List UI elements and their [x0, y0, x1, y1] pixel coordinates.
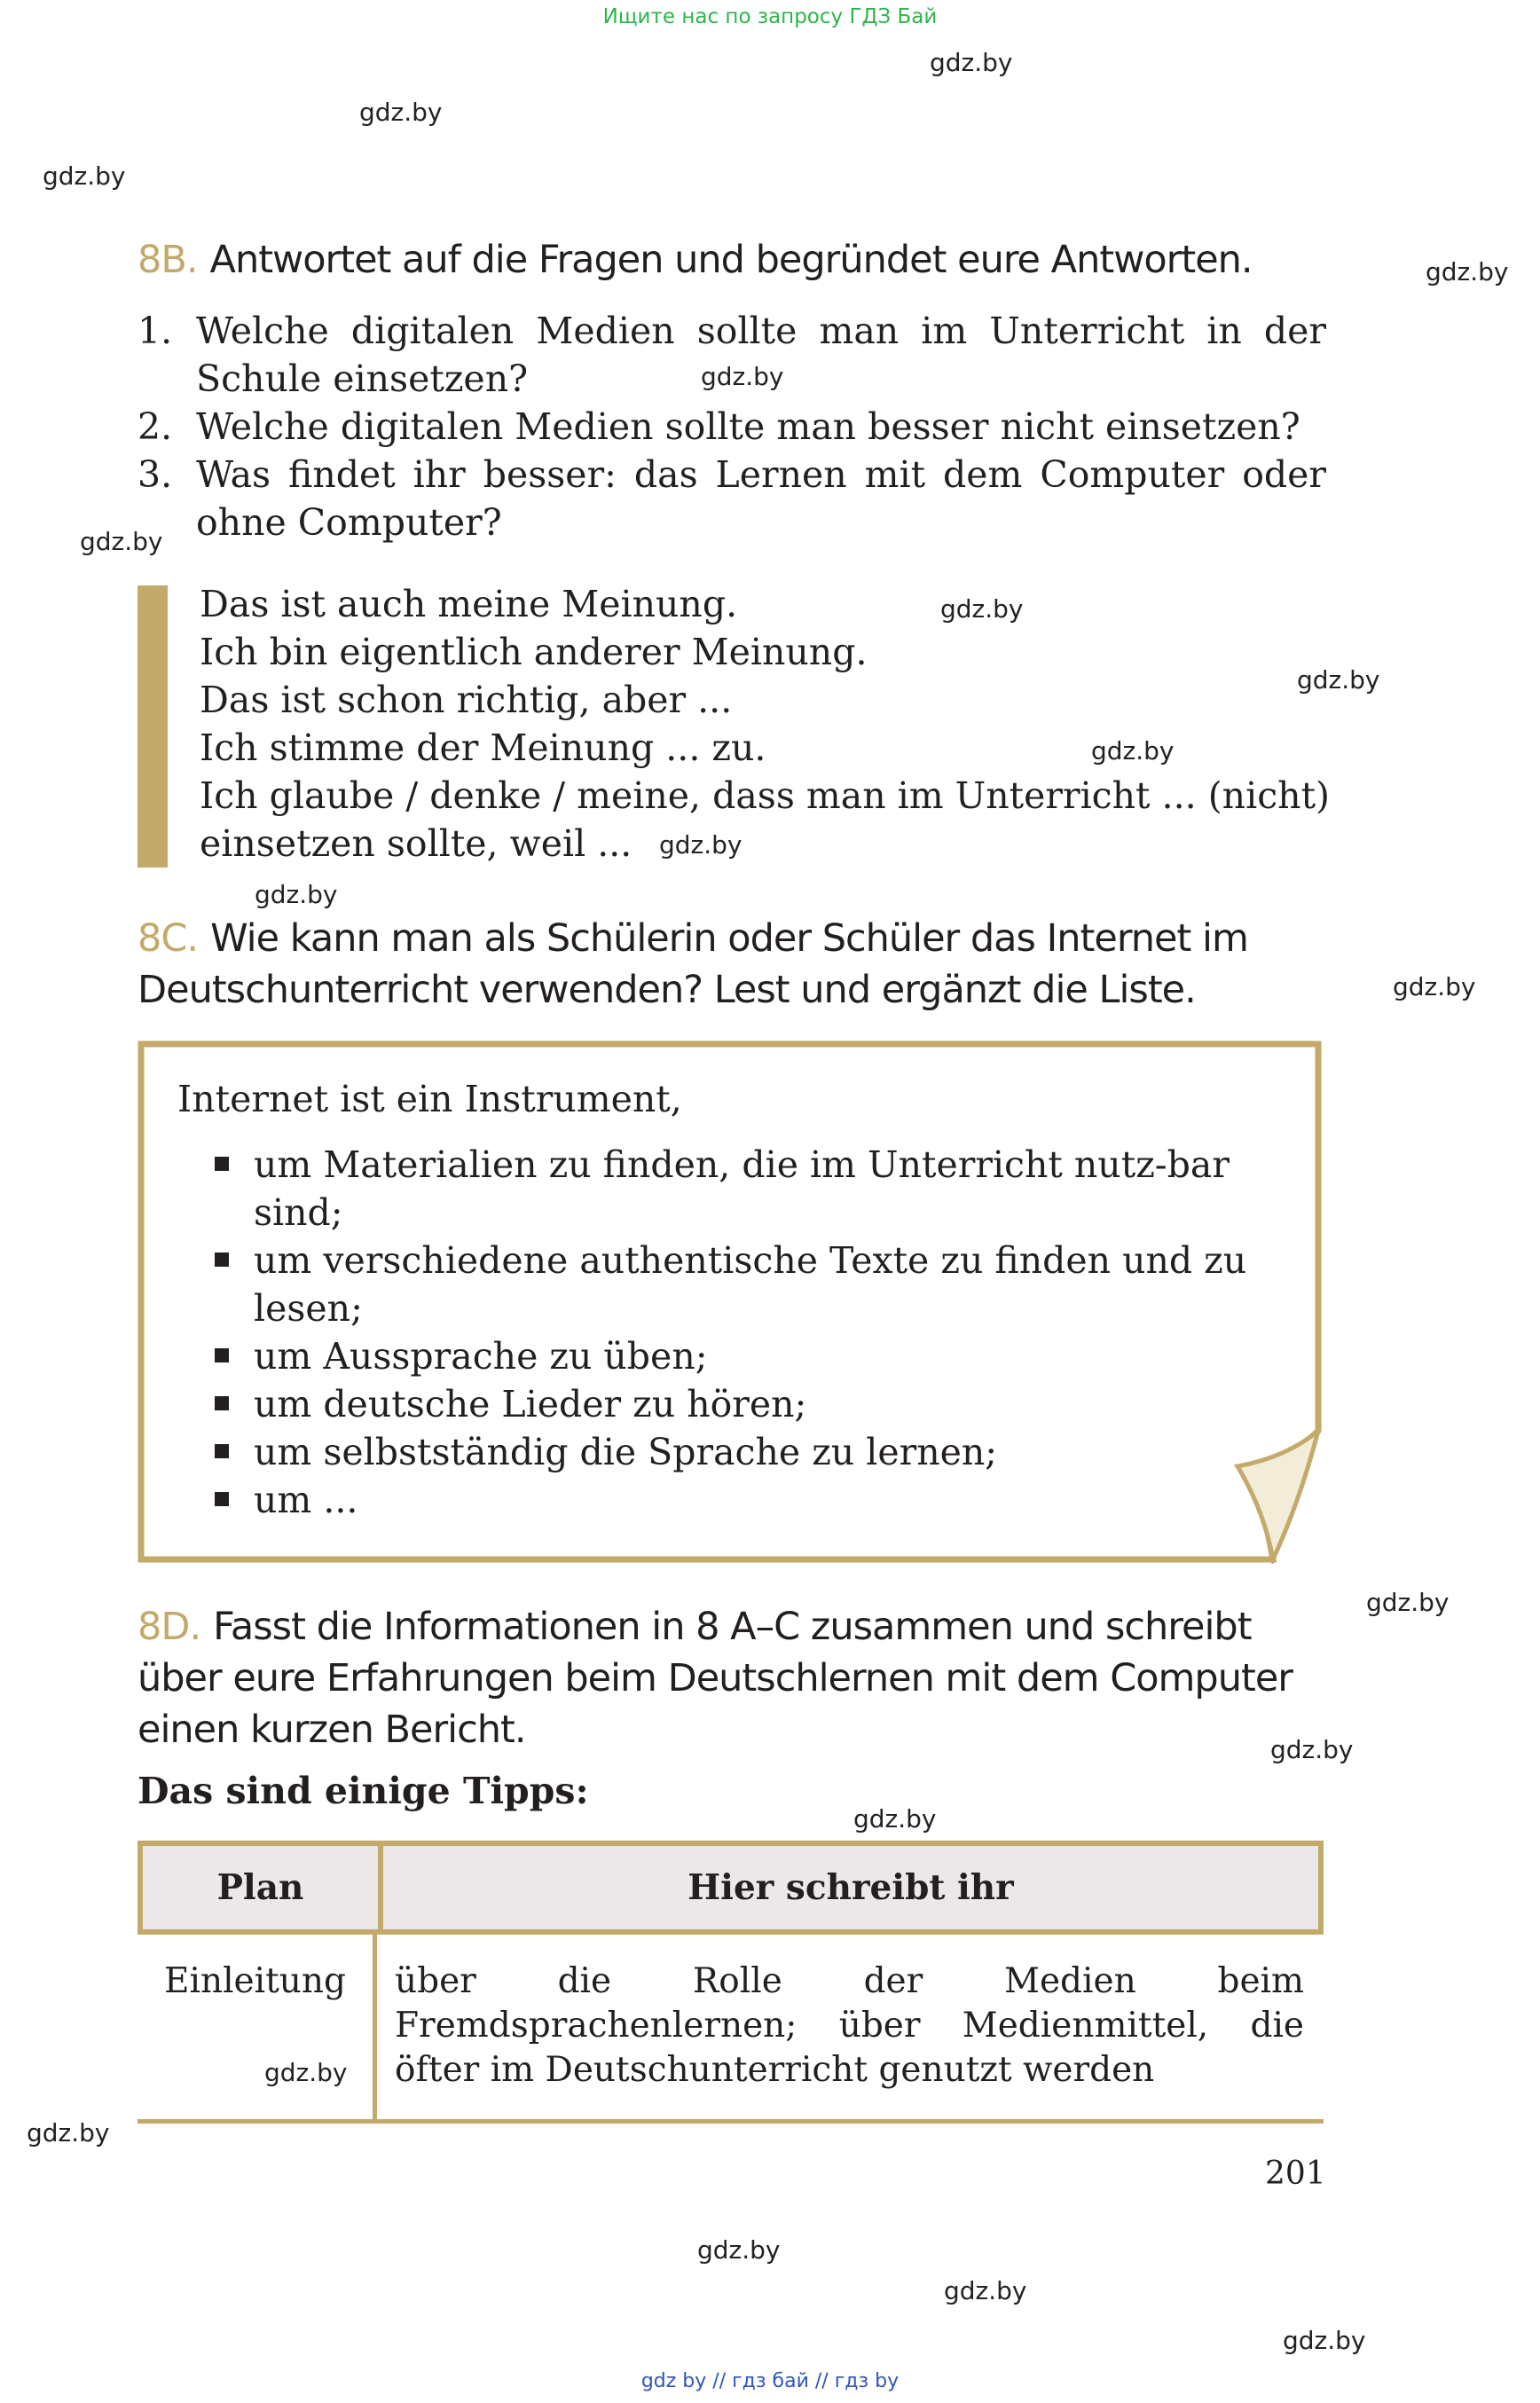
- exercise-title: Wie kann man als Schülerin oder Schüler das Internet im Deutschunterricht verwenden? Lest und ergänzt die Liste.: [138, 916, 1248, 1012]
- exercise-title: Antwortet auf die Fragen und begründet eure Antworten.: [209, 238, 1253, 282]
- phrase-item: Ich stimme der Meinung ... zu.: [200, 726, 766, 769]
- list-item-text: um Aussprache zu üben;: [254, 1335, 708, 1378]
- list-item-text: um verschiedene authentische Texte zu finden und zu lesen;: [254, 1239, 1247, 1330]
- phrase-item: Das ist schon richtig, aber ...: [200, 679, 733, 721]
- bullet-square-icon: [215, 1444, 229, 1458]
- watermark: gdz.by: [1426, 257, 1509, 287]
- phrase-accent-bar: [138, 585, 168, 868]
- phrase-list: [200, 580, 1353, 868]
- bullet-square-icon: [215, 1396, 229, 1410]
- exercise-8c-heading: [138, 913, 1326, 1016]
- list-item-text: um ...: [254, 1479, 358, 1521]
- column-header-content: Hier schreibt ihr: [688, 1867, 1014, 1908]
- watermark: gdz.by: [264, 2058, 348, 2087]
- question-number: 3.: [138, 453, 173, 496]
- tips-table: [138, 1841, 1324, 2124]
- watermark: gdz.by: [944, 2276, 1027, 2305]
- watermark: gdz.by: [27, 2118, 110, 2148]
- phrase-item: Ich bin eigentlich anderer Meinung.: [200, 631, 868, 673]
- watermark: gdz.by: [659, 830, 742, 860]
- watermark: gdz.by: [1393, 972, 1476, 1001]
- question-item: [138, 403, 1326, 451]
- list-item-text: um selbstständig die Sprache zu lernen;: [254, 1431, 998, 1473]
- watermark: gdz.by: [359, 98, 443, 127]
- question-text: Welche digitalen Medien sollte man im Unterricht in der Schule einsetzen?: [196, 310, 1326, 400]
- exercise-title: Fasst die Informationen in 8 A–C zusammen und schreibt über eure Erfahrungen beim Deutschlernen mit dem Computer einen kurzen Bericht.: [138, 1605, 1292, 1752]
- column-divider: [373, 1935, 377, 2119]
- question-number: 2.: [138, 405, 173, 448]
- list-item-text: um Materialien zu finden, die im Unterricht nutz-bar sind;: [254, 1143, 1230, 1234]
- list-item: [215, 1332, 1260, 1380]
- watermark: gdz.by: [80, 527, 163, 556]
- column-header-plan: Plan: [143, 1846, 383, 1929]
- bottom-banner[interactable]: gdz by // гдз бай // гдз by: [640, 2370, 900, 2392]
- list-item: [215, 1380, 1260, 1428]
- table-cell-content: über die Rolle der Medien beim Fremdsprachenlernen; über Medienmittel, die öfter im Deutschunterricht genutzt werden: [395, 1961, 1304, 2090]
- watermark: gdz.by: [853, 1804, 937, 1834]
- watermark: gdz.by: [930, 48, 1013, 77]
- question-text: Was findet ihr besser: das Lernen mit dem Computer oder ohne Computer?: [196, 453, 1326, 544]
- note-intro: Internet ist ein Instrument,: [177, 1078, 682, 1120]
- watermark: gdz.by: [1366, 1588, 1450, 1617]
- question-item: [138, 451, 1326, 546]
- page-number: 201: [1265, 2156, 1326, 2192]
- watermark: gdz.by: [1270, 1735, 1354, 1764]
- watermark: gdz.by: [255, 880, 338, 909]
- bullet-square-icon: [215, 1492, 229, 1506]
- watermark: gdz.by: [1091, 736, 1175, 766]
- exercise-number: 8D.: [138, 1605, 201, 1649]
- exercise-8b-heading: [138, 234, 1326, 286]
- bullet-square-icon: [215, 1348, 229, 1362]
- tips-heading: Das sind einige Tipps:: [138, 1770, 589, 1812]
- table-row: [138, 1935, 1324, 2124]
- list-item: [215, 1428, 1260, 1476]
- list-item: [215, 1237, 1260, 1332]
- note-card-text: [177, 1075, 1260, 1524]
- exercise-number: 8B.: [138, 238, 198, 282]
- exercise-8d-heading: [138, 1601, 1326, 1755]
- watermark: gdz.by: [1297, 665, 1380, 695]
- watermark: gdz.by: [43, 161, 126, 191]
- list-item: [215, 1476, 1260, 1524]
- bullet-square-icon: [215, 1253, 229, 1267]
- watermark: gdz.by: [701, 362, 784, 391]
- phrase-item: Das ist auch meine Meinung.: [200, 583, 738, 625]
- question-number: 1.: [138, 310, 173, 352]
- phrase-item: Ich glaube / denke / meine, dass man im Unterricht ... (nicht): [200, 774, 1331, 817]
- list-item-text: um deutsche Lieder zu hören;: [254, 1383, 807, 1425]
- top-banner[interactable]: Ищите нас по запросу ГДЗ Бай: [602, 5, 938, 28]
- list-item: [215, 1141, 1260, 1237]
- question-list: [138, 307, 1326, 546]
- table-header: [138, 1841, 1324, 1935]
- question-text: Welche digitalen Medien sollte man besser nicht einsetzen?: [196, 405, 1300, 448]
- table-cell-plan: Einleitung: [164, 1961, 346, 2001]
- exercise-number: 8C.: [138, 916, 199, 961]
- watermark: gdz.by: [1283, 2326, 1366, 2355]
- watermark: gdz.by: [940, 594, 1024, 624]
- watermark: gdz.by: [697, 2235, 781, 2265]
- question-item: [138, 307, 1326, 403]
- bullet-square-icon: [215, 1157, 229, 1171]
- phrase-item: einsetzen sollte, weil ...: [200, 822, 632, 865]
